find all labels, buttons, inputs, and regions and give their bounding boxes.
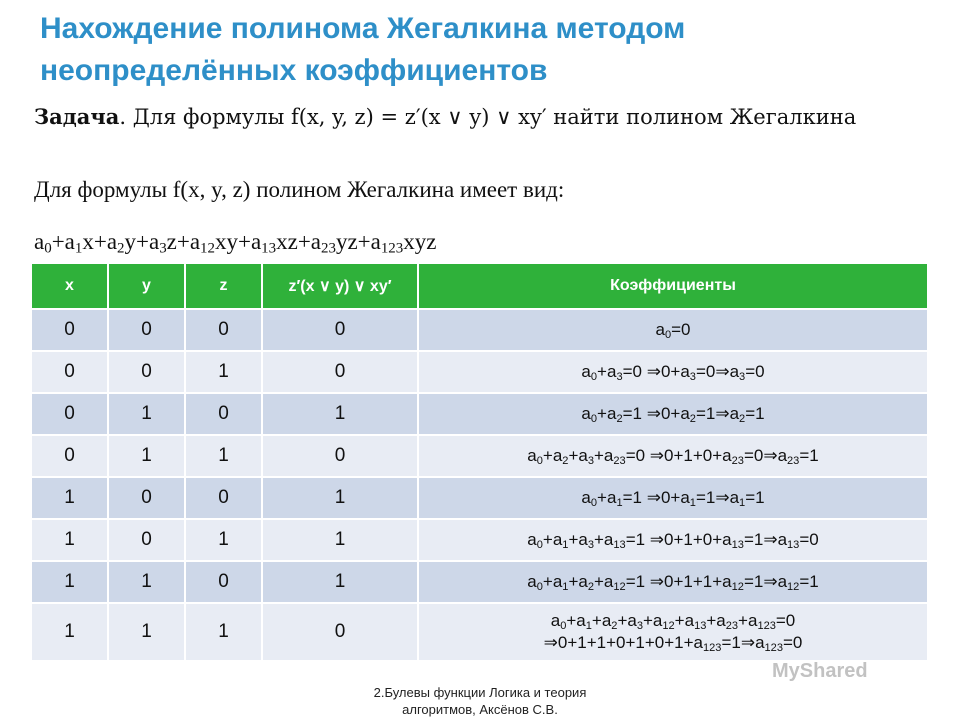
coefficient-equation: $a_0+a_2=1$ $\Rightarrow 0+a_2=1\Rightarrow a_2=1$ xyxy=(581,404,765,425)
cell-coefficients xyxy=(418,309,928,351)
cell-f: 0 xyxy=(262,351,418,393)
polynomial-intro: Для формулы f(x, y, z) полином Жегалкина имеет вид: xyxy=(34,177,565,202)
cell-z: 0 xyxy=(185,561,262,603)
table-row xyxy=(31,435,928,477)
cell-coefficients xyxy=(418,477,928,519)
coefficient-equation: $a_0+a_2+a_3+a_{23}=0$ $\Rightarrow 0+1+0+a_{23}=0\Rightarrow a_{23}=1$ xyxy=(527,446,819,467)
table-row xyxy=(31,477,928,519)
coefficient-equation-continued: $\Rightarrow 0+1+1+0+1+0+1+a_{123}=1\Rightarrow a_{123}=0$ xyxy=(543,633,803,654)
table-row xyxy=(31,603,928,661)
cell-f: 0 xyxy=(262,435,418,477)
cell-z: 1 xyxy=(185,603,262,661)
table-row xyxy=(31,393,928,435)
cell-x: 0 xyxy=(31,393,108,435)
cell-y: 0 xyxy=(108,309,185,351)
cell-z: 1 xyxy=(185,351,262,393)
cell-z: 1 xyxy=(185,435,262,477)
cell-y: 0 xyxy=(108,519,185,561)
cell-x: 0 xyxy=(31,351,108,393)
cell-x: 1 xyxy=(31,603,108,661)
table-row xyxy=(31,519,928,561)
cell-coefficients xyxy=(418,561,928,603)
header-z: z xyxy=(185,263,262,309)
table-row xyxy=(31,561,928,603)
task-statement xyxy=(34,100,934,134)
table-row xyxy=(31,351,928,393)
watermark: MyShared xyxy=(772,660,868,682)
cell-f: 1 xyxy=(262,561,418,603)
cell-f: 0 xyxy=(262,603,418,661)
cell-x: 1 xyxy=(31,477,108,519)
cell-coefficients xyxy=(418,393,928,435)
cell-coefficients xyxy=(418,435,928,477)
coefficient-equation: $a_0+a_1+a_3+a_{13}=1$ $\Rightarrow 0+1+0+a_{13}=1\Rightarrow a_{13}=0$ xyxy=(527,530,819,551)
cell-y: 1 xyxy=(108,435,185,477)
truth-table xyxy=(30,262,929,662)
cell-z: 1 xyxy=(185,519,262,561)
cell-y: 0 xyxy=(108,477,185,519)
coefficient-equation: $a_0+a_1+a_2+a_{12}=1$ $\Rightarrow 0+1+1+a_{12}=1\Rightarrow a_{12}=1$ xyxy=(527,572,819,593)
cell-z: 0 xyxy=(185,477,262,519)
slide-footer xyxy=(300,684,660,718)
cell-x: 0 xyxy=(31,309,108,351)
cell-y: 1 xyxy=(108,603,185,661)
zhegalkin-general-formula: $a_0+a_1x+a_2y+a_3z+a_{12}xy+a_{13}xz+a_{23}yz+a_{123}xyz$ xyxy=(34,229,437,257)
header-coefficients: Коэффициенты xyxy=(418,263,928,309)
cell-x: 0 xyxy=(31,435,108,477)
cell-x: 1 xyxy=(31,561,108,603)
footer-line-1: 2.Булевы функции Логика и теория xyxy=(373,685,587,700)
coefficient-equation: $a_0+a_3=0$ $\Rightarrow 0+a_3=0\Rightarrow a_3=0$ xyxy=(581,362,765,383)
cell-y: 1 xyxy=(108,561,185,603)
slide-title: Нахождение полинома Жегалкина методом неопределённых коэффициентов xyxy=(40,12,686,87)
cell-y: 1 xyxy=(108,393,185,435)
task-text: . Для формулы f(x, y, z) = z′(x ∨ y) ∨ xy′ найти полином Жегалкина xyxy=(119,105,857,129)
cell-f: 1 xyxy=(262,393,418,435)
table-row xyxy=(31,309,928,351)
coefficient-equation: $a_0+a_1+a_2+a_3+a_{12}+a_{13}+a_{23}+a_{123}=0$ xyxy=(550,611,796,632)
cell-coefficients xyxy=(418,603,928,661)
cell-f: 1 xyxy=(262,477,418,519)
header-function: z′(x ∨ y) ∨ xy′ xyxy=(262,263,418,309)
cell-f: 1 xyxy=(262,519,418,561)
cell-coefficients xyxy=(418,351,928,393)
cell-f: 0 xyxy=(262,309,418,351)
header-y: y xyxy=(108,263,185,309)
cell-z: 0 xyxy=(185,393,262,435)
truth-table-header xyxy=(31,263,928,309)
cell-y: 0 xyxy=(108,351,185,393)
coefficient-equation: $a_0+a_1=1$ $\Rightarrow 0+a_1=1\Rightarrow a_1=1$ xyxy=(581,488,765,509)
task-label: Задача xyxy=(34,104,120,129)
coefficient-equation: $a_0=0$ xyxy=(655,320,691,341)
cell-coefficients xyxy=(418,519,928,561)
cell-z: 0 xyxy=(185,309,262,351)
footer-line-2: алгоритмов, Аксёнов С.В. xyxy=(402,702,558,717)
cell-x: 1 xyxy=(31,519,108,561)
header-x: x xyxy=(31,263,108,309)
